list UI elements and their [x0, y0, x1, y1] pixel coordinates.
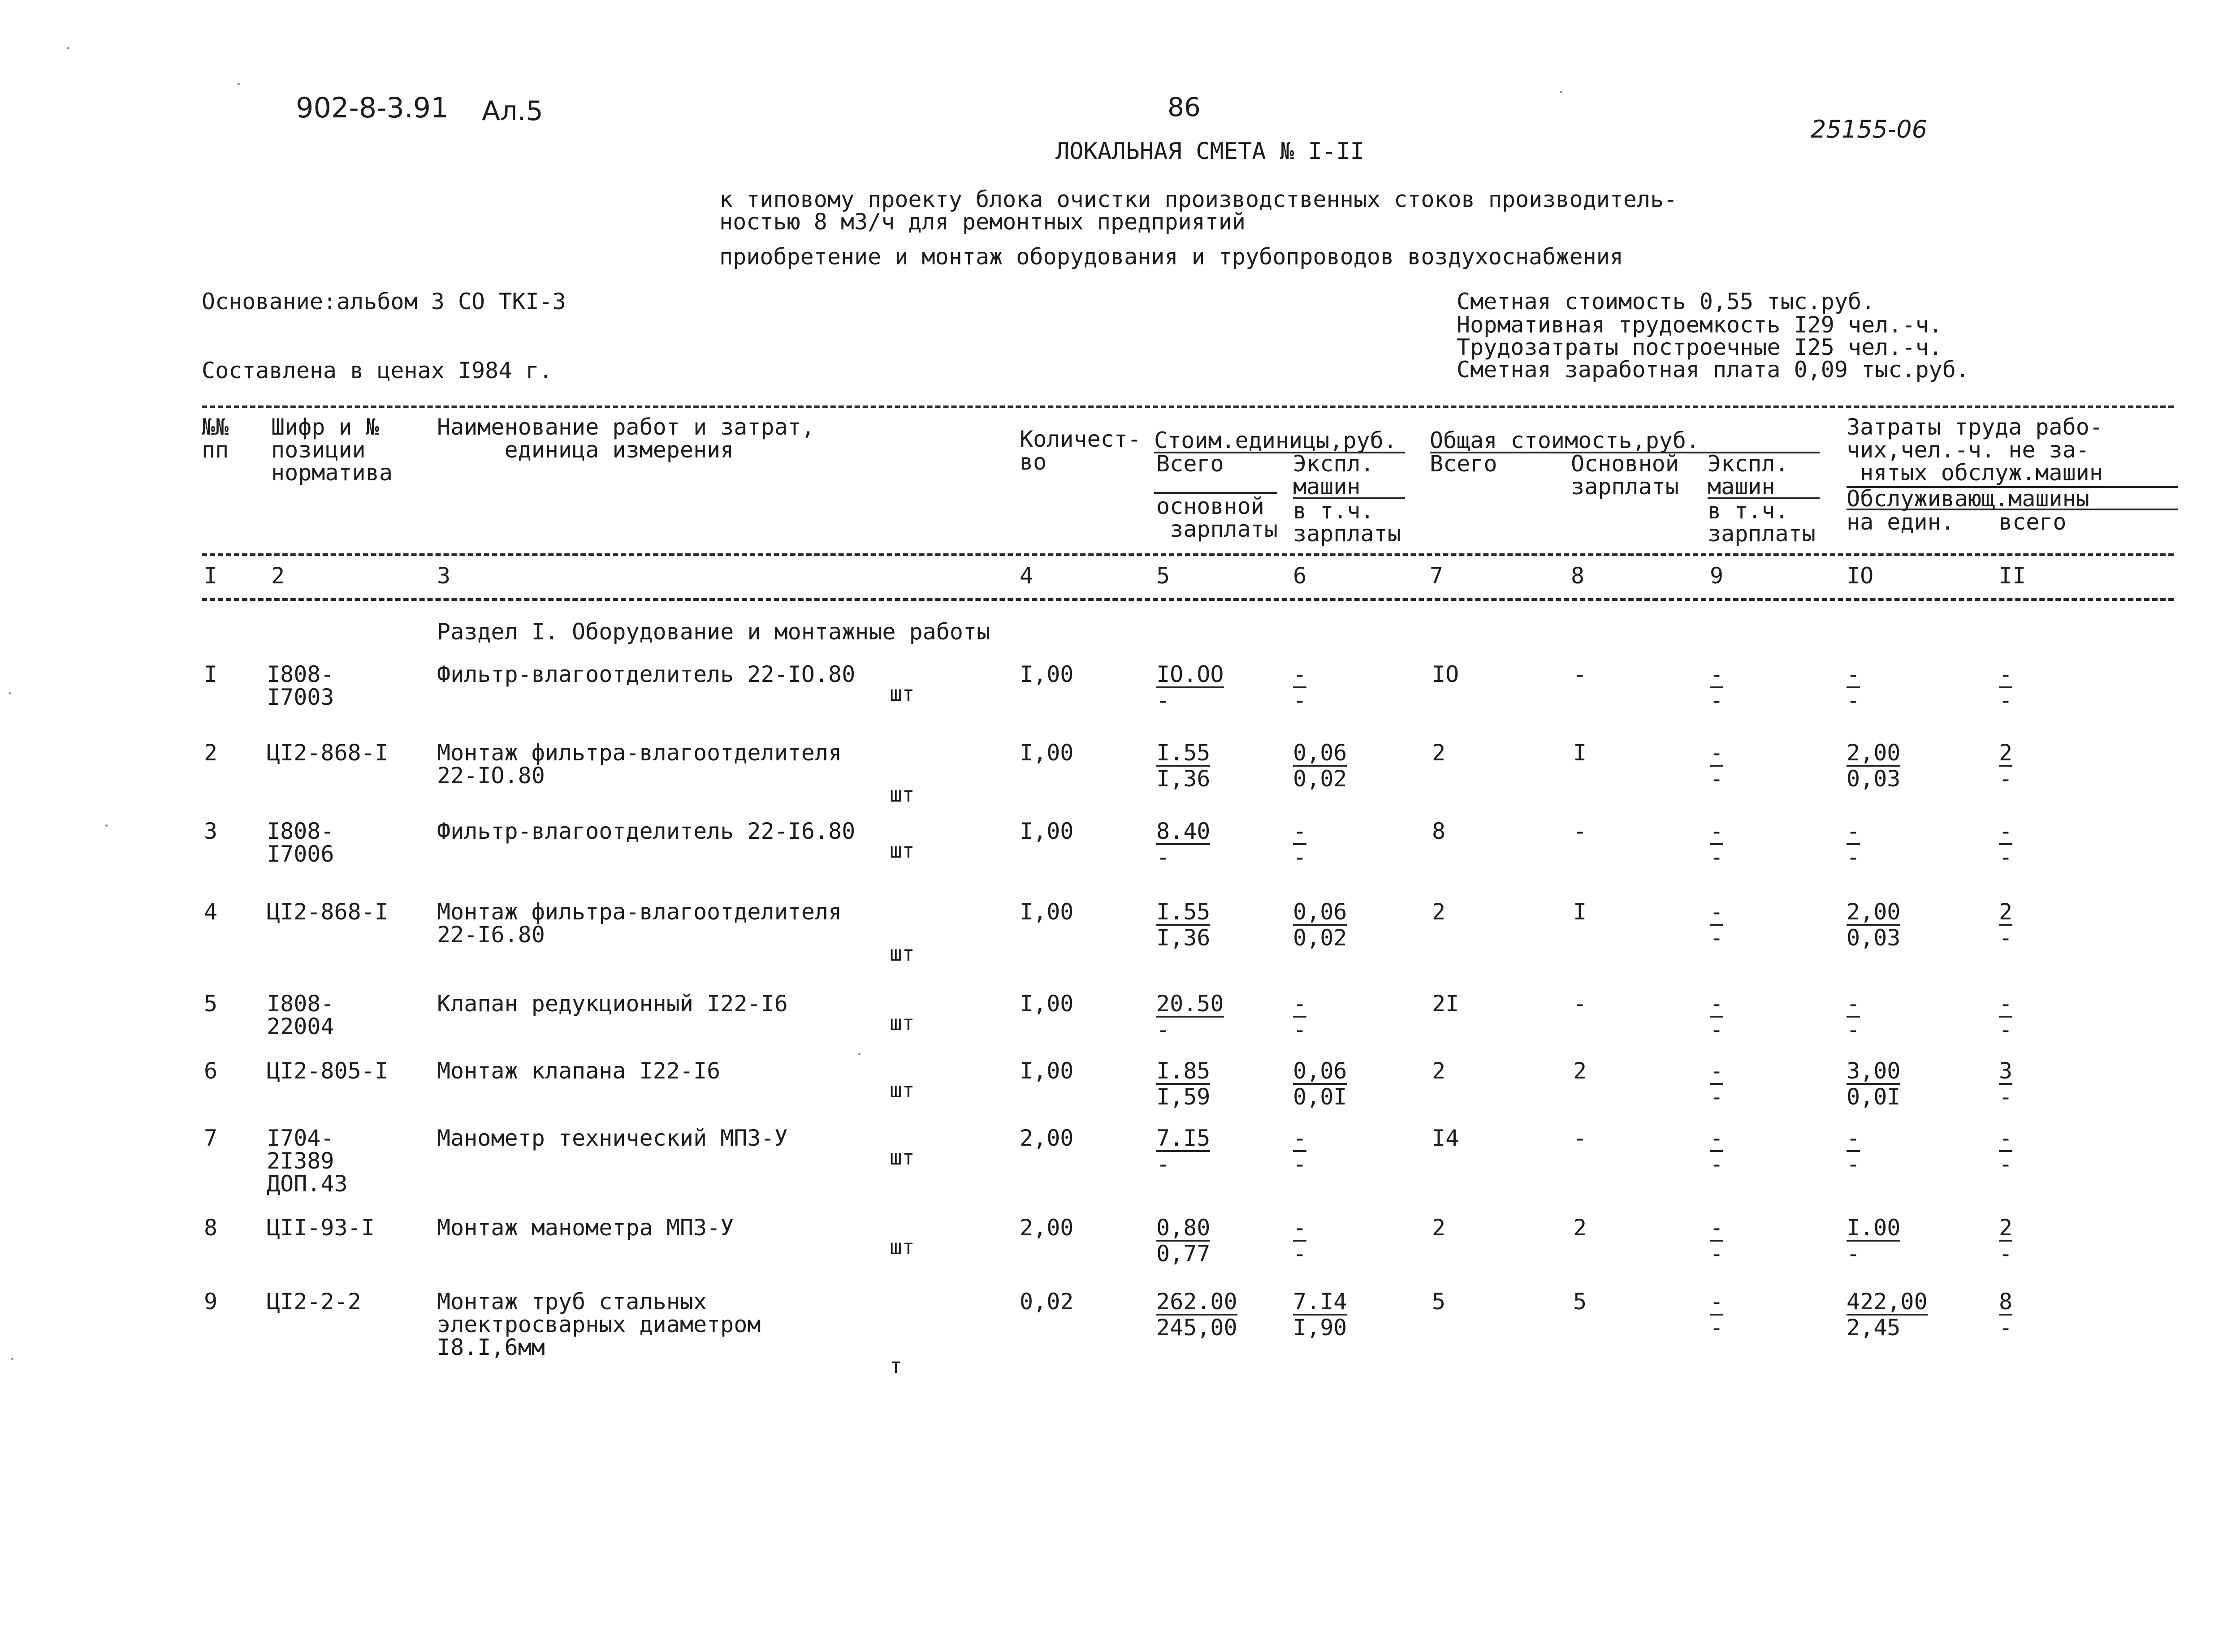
row-labor-total	[1999, 901, 2012, 949]
col-number-5: 5	[1156, 563, 1170, 589]
summary-wage: Сметная заработная плата 0,09 тыс.руб.	[1457, 357, 1969, 383]
row-code: I808- I7006	[267, 818, 334, 867]
row-name: Монтаж манометра МПЗ-У	[437, 1215, 734, 1241]
row-total: I4	[1432, 1125, 1459, 1151]
row-labor-per-unit-top: -	[1847, 991, 1860, 1017]
row-unit-cost	[1156, 901, 1210, 949]
row-unit-cost-bottom: I,36	[1156, 925, 1211, 951]
row-name: Монтаж клапана I22-I6	[437, 1058, 721, 1084]
row-total-machines-top: -	[1710, 1215, 1724, 1241]
row-labor-total-top: -	[1999, 1125, 2013, 1151]
row-labor-per-unit-bottom: -	[1847, 1017, 1860, 1043]
col-header-total-wage: Основной зарплаты	[1571, 451, 1679, 500]
row-total: IO	[1432, 661, 1459, 687]
scan-speck	[1560, 91, 1562, 93]
row-total-wage: 5	[1573, 1289, 1587, 1315]
scan-speck	[9, 692, 11, 694]
row-unit-cost-top: I.85	[1156, 1058, 1211, 1084]
row-labor-per-unit-top: 422,00	[1847, 1289, 1928, 1315]
row-labor-per-unit	[1847, 742, 1900, 790]
basis-text: Основание:альбом 3 СО ТКI-3	[202, 289, 566, 315]
col-number-11: II	[1999, 563, 2026, 589]
document-subtitle-line-1: к типовому проекту блока очистки производственных стоков производитель-	[719, 186, 1678, 212]
row-total-machines	[1710, 1060, 1723, 1108]
row-unit-cost-top: I.55	[1156, 740, 1211, 766]
row-labor-per-unit-bottom: 0,03	[1847, 925, 1901, 951]
row-unit-cost-bottom: -	[1156, 1017, 1170, 1043]
row-total-machines-bottom: -	[1710, 1017, 1724, 1043]
row-name: Монтаж фильтра-влагоотделителя 22-IO.80	[437, 740, 842, 789]
row-quantity: 2,00	[1020, 1125, 1074, 1151]
row-labor-total	[1999, 1060, 2012, 1108]
row-total-wage: -	[1573, 991, 1587, 1017]
row-total: 2I	[1432, 991, 1459, 1017]
scan-speck	[105, 824, 108, 827]
col-header-total-cost-group: Общая стоимость,руб.	[1430, 427, 1700, 453]
page-number: 86	[1168, 92, 1201, 122]
row-labor-total-top: 8	[1999, 1289, 2013, 1315]
row-unit-machines	[1293, 1060, 1347, 1108]
scan-speck	[11, 1358, 13, 1360]
row-name: Клапан редукционный I22-I6	[437, 991, 788, 1017]
row-quantity: I,00	[1020, 991, 1074, 1017]
scan-speck	[858, 1053, 861, 1055]
row-total-machines-bottom: -	[1710, 1241, 1724, 1267]
row-unit-cost	[1156, 663, 1224, 712]
row-labor-total	[1999, 1290, 2012, 1339]
row-labor-total	[1999, 1127, 2012, 1175]
row-unit-machines-bottom: -	[1293, 1017, 1307, 1043]
row-unit-cost	[1156, 1216, 1210, 1265]
section-title: Раздел I. Оборудование и монтажные работы	[437, 619, 990, 645]
col-header-labor-per-unit: на един.	[1847, 509, 1955, 535]
row-total: 2	[1432, 740, 1446, 766]
row-total-machines-bottom: -	[1710, 1151, 1724, 1177]
row-total-wage: 2	[1573, 1058, 1587, 1084]
row-labor-per-unit	[1847, 1060, 1900, 1108]
table-header-rule	[202, 553, 2174, 556]
row-total-machines-top: -	[1710, 818, 1724, 844]
row-unit-cost-top: 262.00	[1156, 1289, 1237, 1315]
row-code: I808- I7003	[267, 661, 334, 710]
row-labor-total-bottom: -	[1999, 1315, 2013, 1341]
row-labor-total-top: -	[1999, 991, 2013, 1017]
summary-estimated-cost: Сметная стоимость 0,55 тыс.руб.	[1457, 289, 1875, 315]
row-unit-machines-top: 0,06	[1293, 1058, 1347, 1084]
row-number: 9	[204, 1289, 218, 1315]
row-unit-machines-bottom: -	[1293, 687, 1307, 713]
row-labor-per-unit-bottom: -	[1847, 844, 1860, 870]
row-total-machines-top: -	[1710, 740, 1724, 766]
document-subtitle-line-3: приобретение и монтаж оборудования и трубопроводов воздухоснабжения	[719, 244, 1623, 270]
row-labor-per-unit-top: 2,00	[1847, 740, 1901, 766]
row-quantity: I,00	[1020, 899, 1074, 925]
row-unit: шт	[890, 838, 915, 863]
row-unit-cost	[1156, 1127, 1210, 1175]
row-unit-cost-top: 8.40	[1156, 818, 1211, 844]
summary-labor-site: Трудозатраты построечные I25 чел.-ч.	[1457, 334, 1942, 360]
row-labor-total-bottom: -	[1999, 844, 2013, 870]
prices-year-text: Составлена в ценах I984 г.	[202, 358, 553, 384]
row-labor-total-top: 2	[1999, 740, 2013, 766]
row-unit: шт	[890, 1011, 915, 1035]
row-code: I704- 2I389 ДОП.43	[267, 1125, 348, 1197]
table-numbers-rule	[202, 598, 2174, 601]
row-unit-cost-bottom: 245,00	[1156, 1315, 1237, 1341]
row-total-machines-top: -	[1710, 899, 1724, 925]
row-unit-machines-top: -	[1293, 1125, 1307, 1151]
row-labor-per-unit	[1847, 1216, 1900, 1265]
row-labor-total	[1999, 992, 2012, 1041]
row-labor-per-unit-top: -	[1847, 818, 1860, 844]
col-number-10: IO	[1847, 563, 1874, 589]
row-total-machines-top: -	[1710, 661, 1724, 687]
row-unit-machines	[1293, 663, 1306, 712]
row-unit-cost-bottom: -	[1156, 1151, 1170, 1177]
row-number: 7	[204, 1125, 218, 1151]
col-header-total-machines-wage: в т.ч. зарплаты	[1708, 498, 1816, 547]
row-labor-per-unit-bottom: -	[1847, 687, 1860, 713]
col-header-total: Всего	[1430, 451, 1497, 477]
row-unit-cost-top: IO.OO	[1156, 661, 1224, 687]
row-total: 2	[1432, 1058, 1446, 1084]
row-unit: т	[890, 1354, 902, 1378]
row-total-machines	[1710, 1216, 1723, 1265]
row-unit-machines-bottom: 0,02	[1293, 925, 1347, 951]
row-unit-machines-top: 0,06	[1293, 740, 1347, 766]
col-header-unit-wage: основной зарплаты	[1156, 493, 1278, 542]
row-unit-machines	[1293, 1290, 1347, 1339]
row-labor-total-top: -	[1999, 818, 2013, 844]
row-labor-total-top: 2	[1999, 899, 2013, 925]
row-code: ЦII-93-I	[267, 1215, 375, 1241]
col-header-unit-total: Всего	[1156, 451, 1224, 477]
row-total-wage: -	[1573, 661, 1587, 687]
row-labor-total-bottom: -	[1999, 1084, 2013, 1110]
row-total: 2	[1432, 1215, 1446, 1241]
row-unit-cost-bottom: -	[1156, 687, 1170, 713]
row-name: Фильтр-влагоотделитель 22-I6.80	[437, 818, 856, 844]
row-labor-total-bottom: -	[1999, 1017, 2013, 1043]
row-name: Фильтр-влагоотделитель 22-IO.80	[437, 661, 856, 687]
row-quantity: 0,02	[1020, 1289, 1074, 1315]
row-unit-machines-top: -	[1293, 1215, 1307, 1241]
row-labor-total	[1999, 820, 2012, 868]
row-total: 8	[1432, 818, 1446, 844]
row-unit-machines	[1293, 1127, 1306, 1175]
col-number-9: 9	[1710, 563, 1724, 589]
row-quantity: 2,00	[1020, 1215, 1074, 1241]
row-labor-per-unit	[1847, 820, 1860, 868]
row-total-machines-top: -	[1710, 1125, 1724, 1151]
row-total-machines-top: -	[1710, 991, 1724, 1017]
col-number-8: 8	[1571, 563, 1585, 589]
row-unit-machines-bottom: 0,02	[1293, 766, 1347, 792]
row-unit-machines-top: -	[1293, 991, 1307, 1017]
row-unit-machines-top: 0,06	[1293, 899, 1347, 925]
row-unit-machines	[1293, 820, 1306, 868]
col-number-4: 4	[1020, 563, 1034, 589]
col-number-1: I	[204, 563, 218, 589]
row-total-machines	[1710, 992, 1723, 1041]
row-unit-cost	[1156, 992, 1224, 1041]
col-header-unit-machines-wage: в т.ч. зарплаты	[1293, 498, 1401, 547]
row-code: ЦI2-805-I	[267, 1058, 388, 1084]
row-labor-per-unit	[1847, 901, 1900, 949]
row-unit-cost	[1156, 1060, 1210, 1108]
row-total-machines-bottom: -	[1710, 844, 1724, 870]
row-quantity: I,00	[1020, 740, 1074, 766]
row-labor-total-bottom: -	[1999, 1151, 2013, 1177]
row-unit: шт	[890, 782, 915, 807]
col-header-unit-machines: Экспл. машин	[1293, 451, 1374, 500]
row-quantity: I,00	[1020, 1058, 1074, 1084]
row-unit-cost-bottom: I,59	[1156, 1084, 1211, 1110]
row-total-machines	[1710, 901, 1723, 949]
row-unit-machines-bottom: -	[1293, 1151, 1307, 1177]
row-unit-cost	[1156, 742, 1210, 790]
row-code: ЦI2-868-I	[267, 899, 388, 925]
row-total-machines	[1710, 663, 1723, 712]
row-total-machines	[1710, 820, 1723, 868]
row-total-machines-top: -	[1710, 1058, 1724, 1084]
row-unit: шт	[890, 1235, 915, 1259]
row-labor-total-top: 3	[1999, 1058, 2013, 1084]
row-total-machines	[1710, 1127, 1723, 1175]
row-unit-cost	[1156, 1290, 1237, 1339]
row-labor-per-unit	[1847, 1290, 1928, 1339]
row-unit-machines-bottom: -	[1293, 844, 1307, 870]
row-unit-machines-top: 7.I4	[1293, 1289, 1347, 1315]
row-unit-cost	[1156, 820, 1210, 868]
table-top-rule	[202, 405, 2174, 408]
row-number: 5	[204, 991, 218, 1017]
col-number-3: 3	[437, 563, 451, 589]
row-unit-cost-bottom: 0,77	[1156, 1241, 1211, 1267]
row-unit-machines	[1293, 1216, 1306, 1265]
row-code: ЦI2-2-2	[267, 1289, 361, 1315]
row-total-wage: 2	[1573, 1215, 1587, 1241]
row-unit-cost-top: 20.50	[1156, 991, 1224, 1017]
row-labor-total-bottom: -	[1999, 925, 2013, 951]
row-unit: шт	[890, 941, 915, 966]
project-code: 902-8-3.91	[296, 91, 449, 124]
row-labor-total-bottom: -	[1999, 1241, 2013, 1267]
row-labor-per-unit-bottom: 2,45	[1847, 1315, 1901, 1341]
document-subtitle-line-2: ностью 8 м3/ч для ремонтных предприятий	[719, 209, 1246, 235]
row-number: 4	[204, 899, 218, 925]
row-total-machines	[1710, 1290, 1723, 1339]
album-label: Ал.5	[482, 95, 543, 127]
row-total-wage: -	[1573, 818, 1587, 844]
row-quantity: I,00	[1020, 818, 1074, 844]
row-total: 5	[1432, 1289, 1446, 1315]
row-labor-per-unit-bottom: 0,03	[1847, 766, 1901, 792]
row-labor-total-bottom: -	[1999, 766, 2013, 792]
scan-speck	[67, 47, 69, 49]
row-labor-per-unit-top: -	[1847, 661, 1860, 687]
row-labor-per-unit-bottom: -	[1847, 1241, 1860, 1267]
col-number-7: 7	[1430, 563, 1444, 589]
row-total: 2	[1432, 899, 1446, 925]
row-total-wage: I	[1573, 899, 1587, 925]
row-quantity: I,00	[1020, 661, 1074, 687]
document-title: ЛОКАЛЬНАЯ СМЕТА № I-II	[1055, 138, 1364, 165]
col-header-total-machines: Экспл. машин	[1708, 451, 1789, 500]
row-total-machines	[1710, 742, 1723, 790]
row-labor-per-unit	[1847, 663, 1860, 712]
row-labor-total-bottom: -	[1999, 687, 2013, 713]
row-labor-total	[1999, 663, 2012, 712]
row-labor-per-unit	[1847, 1127, 1860, 1175]
col-header-code: Шифр и № позиции норматива	[271, 414, 393, 486]
row-labor-per-unit-top: I.00	[1847, 1215, 1901, 1241]
row-unit-machines-bottom: -	[1293, 1241, 1307, 1267]
row-total-machines-bottom: -	[1710, 1084, 1724, 1110]
row-labor-per-unit	[1847, 992, 1860, 1041]
col-number-6: 6	[1293, 563, 1307, 589]
col-number-2: 2	[271, 563, 285, 589]
row-unit-cost-bottom: I,36	[1156, 766, 1211, 792]
row-code: I808- 22004	[267, 991, 334, 1040]
row-labor-total-top: -	[1999, 661, 2013, 687]
col-header-number: №№ пп	[202, 414, 229, 463]
row-labor-per-unit-top: -	[1847, 1125, 1860, 1151]
row-name: Манометр технический МПЗ-У	[437, 1125, 788, 1151]
row-unit-cost-top: 0,80	[1156, 1215, 1211, 1241]
row-total-machines-bottom: -	[1710, 766, 1724, 792]
row-total-wage: I	[1573, 740, 1587, 766]
row-unit: шт	[890, 1078, 915, 1102]
row-total-wage: -	[1573, 1125, 1587, 1151]
row-total-machines-top: -	[1710, 1289, 1724, 1315]
row-unit-machines-bottom: 0,0I	[1293, 1084, 1347, 1110]
row-number: I	[204, 661, 218, 687]
row-total-machines-bottom: -	[1710, 687, 1724, 713]
row-total-machines-bottom: -	[1710, 1315, 1724, 1341]
row-unit-machines	[1293, 992, 1306, 1041]
stamp-code: 25155-06	[1811, 115, 1927, 143]
row-unit-machines	[1293, 901, 1347, 949]
row-labor-per-unit-top: 3,00	[1847, 1058, 1901, 1084]
row-unit-machines-top: -	[1293, 818, 1307, 844]
row-code: ЦI2-868-I	[267, 740, 388, 766]
col-header-labor-service: Обслуживающ.машины	[1847, 486, 2089, 512]
row-unit: шт	[890, 1145, 915, 1169]
row-name: Монтаж труб стальных электросварных диаметром I8.I,6мм	[437, 1289, 761, 1360]
col-header-labor-total: всего	[1999, 509, 2067, 535]
row-unit: шт	[890, 682, 915, 706]
row-unit-machines-top: -	[1293, 661, 1307, 687]
col-header-quantity: Количест- во	[1020, 426, 1141, 475]
scan-speck	[238, 83, 240, 85]
row-labor-per-unit-top: 2,00	[1847, 899, 1901, 925]
row-number: 8	[204, 1215, 218, 1241]
col-header-unit-cost-group: Стоим.единицы,руб.	[1154, 427, 1397, 453]
row-number: 3	[204, 818, 218, 844]
row-name: Монтаж фильтра-влагоотделителя 22-I6.80	[437, 899, 842, 948]
summary-labor-norm: Нормативная трудоемкость I29 чел.-ч.	[1457, 312, 1942, 338]
row-unit-machines-bottom: I,90	[1293, 1315, 1347, 1341]
row-number: 2	[204, 740, 218, 766]
row-labor-total-top: 2	[1999, 1215, 2013, 1241]
row-unit-cost-top: 7.I5	[1156, 1125, 1211, 1151]
row-labor-total	[1999, 742, 2012, 790]
row-total-machines-bottom: -	[1710, 925, 1724, 951]
col-header-name: Наименование работ и затрат, единица измерения	[437, 414, 815, 463]
row-labor-per-unit-bottom: 0,0I	[1847, 1084, 1901, 1110]
row-unit-cost-top: I.55	[1156, 899, 1211, 925]
row-number: 6	[204, 1058, 218, 1084]
row-unit-cost-bottom: -	[1156, 844, 1170, 870]
row-labor-per-unit-bottom: -	[1847, 1151, 1860, 1177]
row-labor-total	[1999, 1216, 2012, 1265]
col-header-labor-group: Затраты труда рабо- чих,чел.-ч. не за- нятых обслуж.машин	[1847, 414, 2103, 486]
row-unit-machines	[1293, 742, 1347, 790]
